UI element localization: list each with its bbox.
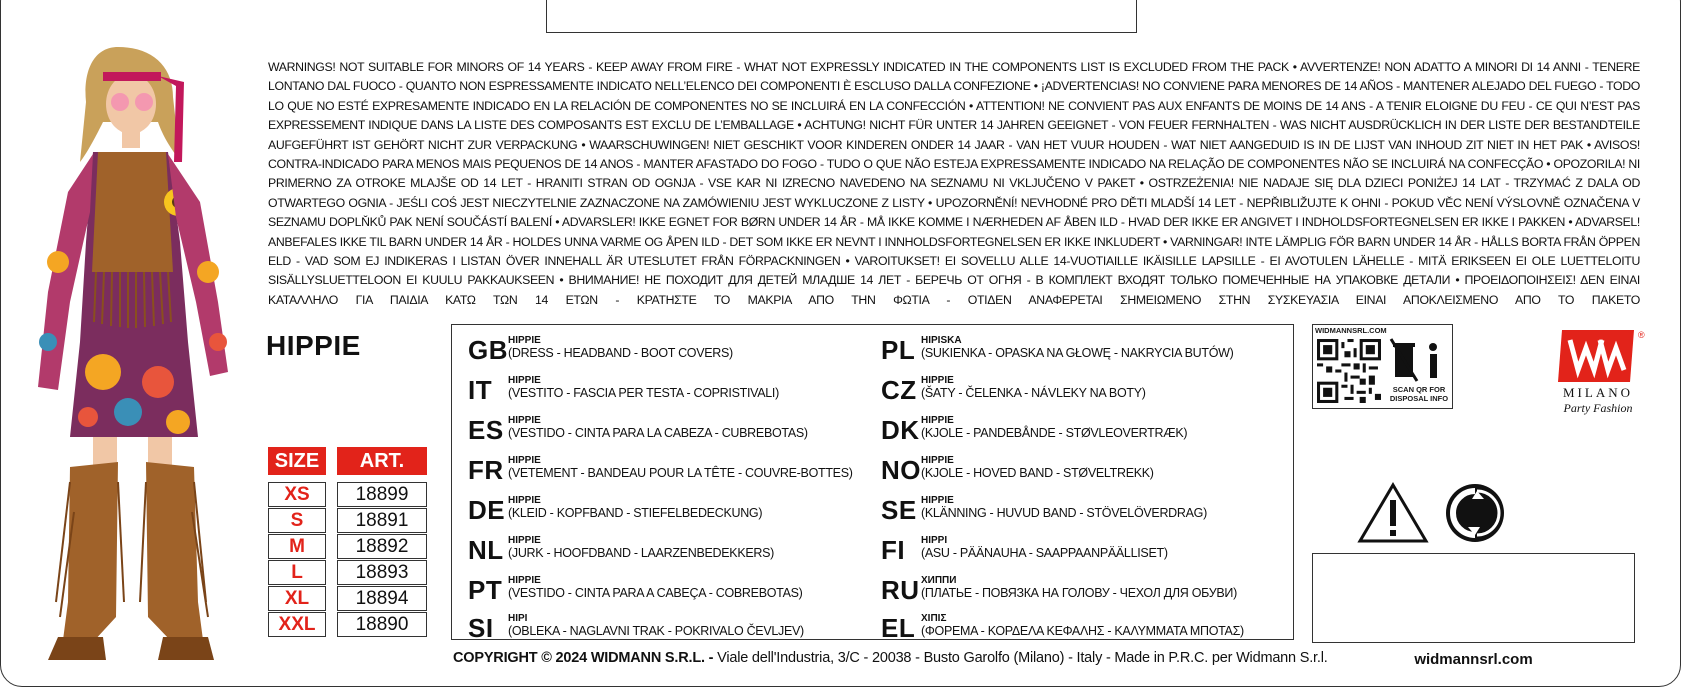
warning-triangle-icon bbox=[1357, 482, 1429, 544]
language-name: HIPPIE bbox=[508, 335, 541, 346]
art-cell: 18894 bbox=[337, 586, 427, 611]
language-code: DE bbox=[468, 495, 506, 525]
art-header: ART. bbox=[337, 447, 427, 475]
disposal-bin-icon bbox=[1387, 335, 1447, 385]
language-name: ΧΙΠΙΣ bbox=[921, 613, 947, 624]
art-cell: 18893 bbox=[337, 560, 427, 585]
language-name: HIPPIE bbox=[508, 535, 541, 546]
disposal-label: SCAN QR FOR DISPOSAL INFO bbox=[1389, 385, 1449, 403]
language-name: HIPPIE bbox=[508, 575, 541, 586]
language-code: CZ bbox=[881, 375, 917, 405]
size-header: SIZE bbox=[268, 447, 326, 475]
language-code: EL bbox=[881, 613, 916, 643]
registered-mark: ® bbox=[1638, 330, 1645, 340]
language-name: HIPI bbox=[508, 613, 528, 624]
language-code: DK bbox=[881, 415, 920, 445]
language-name: HIPPIE bbox=[921, 455, 954, 466]
language-name: ХИППИ bbox=[921, 575, 957, 586]
art-cell: 18892 bbox=[337, 534, 427, 559]
qr-code-icon bbox=[1317, 339, 1381, 403]
language-items: (VESTITO - FASCIA PER TESTA - COPRISTIVALI) bbox=[508, 386, 779, 400]
language-code: PT bbox=[468, 575, 503, 605]
copyright-address: Viale dell'Industria, 3/C - 20038 - Busto Garolfo (Milano) - Italy - Made in P.R.C. per Widmann S.r.l. bbox=[717, 650, 1328, 666]
blank-label-box bbox=[1312, 553, 1635, 643]
language-code: FR bbox=[468, 455, 504, 485]
language-code: GB bbox=[468, 335, 508, 365]
top-label-box bbox=[546, 0, 1137, 33]
language-name: HIPPIE bbox=[921, 495, 954, 506]
language-items: (ŠATY - ČELENKA - NÁVLEKY NA BOTY) bbox=[921, 386, 1146, 400]
language-items: (VESTIDO - CINTA PARA LA CABEZA - CUBREBOTAS) bbox=[508, 426, 808, 440]
language-code: RU bbox=[881, 575, 920, 605]
language-items: (ASU - PÄÄNAUHA - SAAPPAANPÄÄLLISET) bbox=[921, 546, 1168, 560]
brand-city: MILANO bbox=[1563, 385, 1633, 400]
size-cell: XL bbox=[268, 586, 326, 611]
language-code: SI bbox=[468, 613, 494, 643]
language-items: (SUKIENKA - OPASKA NA GŁOWĘ - NAKRYCIA BUTÓW) bbox=[921, 346, 1234, 360]
brand-text bbox=[1558, 385, 1638, 416]
language-name: HIPPI bbox=[921, 535, 948, 546]
language-code: IT bbox=[468, 375, 493, 405]
qr-disposal-box bbox=[1312, 324, 1453, 409]
art-cell: 18891 bbox=[337, 508, 427, 533]
costume-model-image bbox=[8, 42, 258, 667]
copyright-owner: COPYRIGHT © 2024 WIDMANN S.R.L. - bbox=[453, 650, 718, 666]
language-code: SE bbox=[881, 495, 917, 525]
language-items: (OBLEKA - NAGLAVNI TRAK - POKRIVALO ČEVLJEV) bbox=[508, 624, 804, 638]
language-items: (KJOLE - HOVED BAND - STØVELTREKK) bbox=[921, 466, 1154, 480]
language-name: HIPPIE bbox=[921, 375, 954, 386]
size-cell: XXL bbox=[268, 612, 326, 637]
language-name: HIPPIE bbox=[508, 455, 541, 466]
language-name: HIPPIE bbox=[508, 495, 541, 506]
language-name: HIPPIE bbox=[508, 415, 541, 426]
art-cell: 18890 bbox=[337, 612, 427, 637]
language-items: (ΦΟΡΕΜΑ - ΚΟΡΔΕΛΑ ΚΕΦΑΛΗΣ - ΚΑΛΥΜΜΑΤΑ ΜΠΟΤΑΣ) bbox=[921, 624, 1244, 638]
size-cell: M bbox=[268, 534, 326, 559]
language-code: FI bbox=[881, 535, 906, 565]
size-cell: L bbox=[268, 560, 326, 585]
language-name: HIPPIE bbox=[508, 375, 541, 386]
language-code: ES bbox=[468, 415, 504, 445]
language-code: NL bbox=[468, 535, 504, 565]
product-name: HIPPIE bbox=[266, 330, 361, 361]
language-items: (ПЛАТЬЕ - ПОВЯЗКА НА ГОЛОВУ - ЧЕХОЛ ДЛЯ ОБУВИ) bbox=[921, 586, 1237, 600]
qr-label: WIDMANNSRL.COM bbox=[1315, 326, 1387, 335]
size-cell: XS bbox=[268, 482, 326, 507]
language-items: (DRESS - HEADBAND - BOOT COVERS) bbox=[508, 346, 733, 360]
size-cell: S bbox=[268, 508, 326, 533]
green-dot-recycle-icon bbox=[1444, 482, 1506, 544]
language-items: (KLÄNNING - HUVUD BAND - STÖVELÖVERDRAG) bbox=[921, 506, 1207, 520]
language-name: HIPPIE bbox=[921, 415, 954, 426]
language-code: PL bbox=[881, 335, 916, 365]
website-link[interactable]: widmannsrl.com bbox=[1414, 651, 1533, 668]
language-name: HIPISKA bbox=[921, 335, 962, 346]
language-translations-box bbox=[451, 324, 1294, 643]
language-items: (VESTIDO - CINTA PARA A CABEÇA - COBREBOTAS) bbox=[508, 586, 803, 600]
art-cell: 18899 bbox=[337, 482, 427, 507]
warnings-text: WARNINGS! NOT SUITABLE FOR MINORS OF 14 YEARS - KEEP AWAY FROM FIRE - WHAT NOT EXPRESSLY INDICATED IN THE COMPONENTS LIST IS EXCLUDED FROM THE PACK • AVVERTENZE! NON ADATTO A MINORI DI 14 ANNI - TENERE LONTANO DAL FUOCO - QUANTO NON ESPRESSAMENTE INDICATO NELL’ELENCO DEI COMPONENTI È ESCLUSO DALLA CONFEZIONE • ¡ADVERTENCIAS! NO CONVIENE PARA MENORES DE 14 AÑOS - MANTENER ALEJADO DEL FUEGO - TODO LO QUE NO ESTÉ EXPRESAMENTE INDICADO EN LA RELACIÓN DE COMPONENTES NO SE INCLUIRÁ EN LA CONFECCIÓN • ATTENTION! NE CONVIENT PAS AUX ENFANTS DE MOINS DE 14 ANS - A TENIR ELOIGNE DU FEU - CE QUI N’EST PAS EXPRESSEMENT INDIQUE DANS LA LISTE DES COMPOSANTS EST EXCLU DE L’EMBALLAGE • ACHTUNG! NICHT FÜR UNTER 14 JAHREN GEEIGNET - VON FEUER FERNHALTEN - WAS NICHT AUSDRÜCKLICH IN DER LISTE DER BESTANDTEILE AUFGEFÜHRT IST GEHÖRT NICHT ZUR VERPACKUNG • WAARSCHUWINGEN! NIET GESCHIKT VOOR KINDEREN ONDER 14 JAAR - VAN HET VUUR HOUDEN - WAT NIET AANGEDUID IS IN DE LIJST VAN INHOUD ZIT NIET IN HET PAK • AVISOS! CONTRA-INDICADO PARA MENOS MAIS PEQUENOS DE 14 ANOS - MANTER AFASTADO DO FOGO - TUDO O QUE NÃO ESTEJA EXPRESSAMENTE INDICADO NA RELAÇÃO DE COMPONENTES NÃO SE INCLUIRÁ NA CONFECÇÃO • OPOZORILA! NI PRIMERNO ZA OTROKE MLAJŠE OD 14 LET - HRANITI STRAN OD OGNJA - VSE KAR NI IZRECNO NAVEDENO NA SEZNAMU NI VKLJUČENO V PAKET • OSTRZEŻENIA! NIE NADAJE SIĘ DLA DZIECI PONIŻEJ 14 LAT - TRZYMAĆ Z DALA OD OTWARTEGO OGNIA - JEŚLI COŚ JEST NIECZYTELNIE ZAZNACZONE NA ZAMÓWIENIU JEST WYKLUCZONE Z LISTY • UPOZORNĚNÍ! NEVHODNÉ PRO DĚTI MLADŠÍ 14 LET - NEPŘIBLIŽUJTE K OHNI - POKUD VĚC NENÍ VÝSLOVNĚ OZNAČENA V SEZNAMU DOPLŇKŮ PAK NENÍ SOUČÁSTÍ BALENÍ • ADVARSLER! IKKE EGNET FOR BØRN UNDER 14 ÅR - MÅ IKKE KOMME I NÆRHEDEN AF ÅBEN ILD - HVAD DER IKKE ER ANGIVET I INDHOLDSFORTEGNELSEN ER IKKE I PAKKEN • ADVARSEL! ANBEFALES IKKE TIL BARN UNDER 14 ÅR - HOLDES UNNA VARME OG ÅPEN ILD - DET SOM IKKE ER NEVNT I INNHOLDSFORTEGNELSEN ER IKKE INKLUDERT • VARNINGAR! INTE LÄMPLIG FÖR BARN UNDER 14 ÅR - HÅLLS BORTA FRÅN ÖPPEN ELD - VAD SOM EJ INDIKERAS I LISTAN ÖVER INNEHALL ÄR UTESLUTET FRÅN FÖRPACKNINGEN • VAROITUKSET! EI SOVELLU ALLE 14-VUOTIAILLE IKÄISILLE LAPSILLE - EI AVOTULEN LÄHELLE - MITÄ ERIKSEEN EI OLE LUETTELOITU SISÄLLYSLUETTELOON EI KUULU PAKKAUKSEEN • ВНИМАНИЕ! НЕ ПОХОДИТ ДЛЯ ДЕТЕЙ МЛАДШЕ 14 ЛЕТ - БЕРЕЧЬ ОТ ОГНЯ - В КОМПЛЕКТ ВХОДЯТ ТОЛЬКО ПОМЕЧЕННЫЕ НА УПАКОВКЕ ДЕТАЛИ • ΠΡΟΕΙΔΟΠΟΙΗΣΕΙΣ! ΔΕΝ ΕΙΝΑΙ ΚΑΤΑΛΛΗΛΟ ΓΙΑ ΠΑΙΔΙΑ ΚΑΤΩ ΤΩΝ 14 ΕΤΩΝ - ΚΡΑΤΗΣΤΕ ΤΟ ΜΑΚΡΙΑ ΑΠΟ ΤΗΝ ΦΩΤΙΑ - ΟΤΙΔΕΝ ΑΝΑΦΕΡΕΤΑΙ ΣΗΜΕΙΩΜΕΝΟ ΣΤΗΝ ΣΥΣΚΕΥΑΣΙΑ ΕΙΝΑΙ ΑΠΟΚΛΕΙΣΜΕΝΟ ΑΠΟ ΤΟ ΠΑΚΕΤΟ bbox=[268, 60, 1640, 307]
language-items: (VETEMENT - BANDEAU POUR LA TÊTE - COUVRE-BOTTES) bbox=[508, 466, 853, 480]
brand-tagline: Party Fashion bbox=[1563, 401, 1633, 415]
language-items: (KLEID - KOPFBAND - STIEFELBEDECKUNG) bbox=[508, 506, 763, 520]
language-code: NO bbox=[881, 455, 921, 485]
language-items: (JURK - HOOFDBAND - LAARZENBEDEKKERS) bbox=[508, 546, 775, 560]
language-items: (KJOLE - PANDEBÅNDE - STØVLEOVERTRÆK) bbox=[921, 426, 1188, 440]
copyright-line bbox=[453, 650, 1328, 666]
